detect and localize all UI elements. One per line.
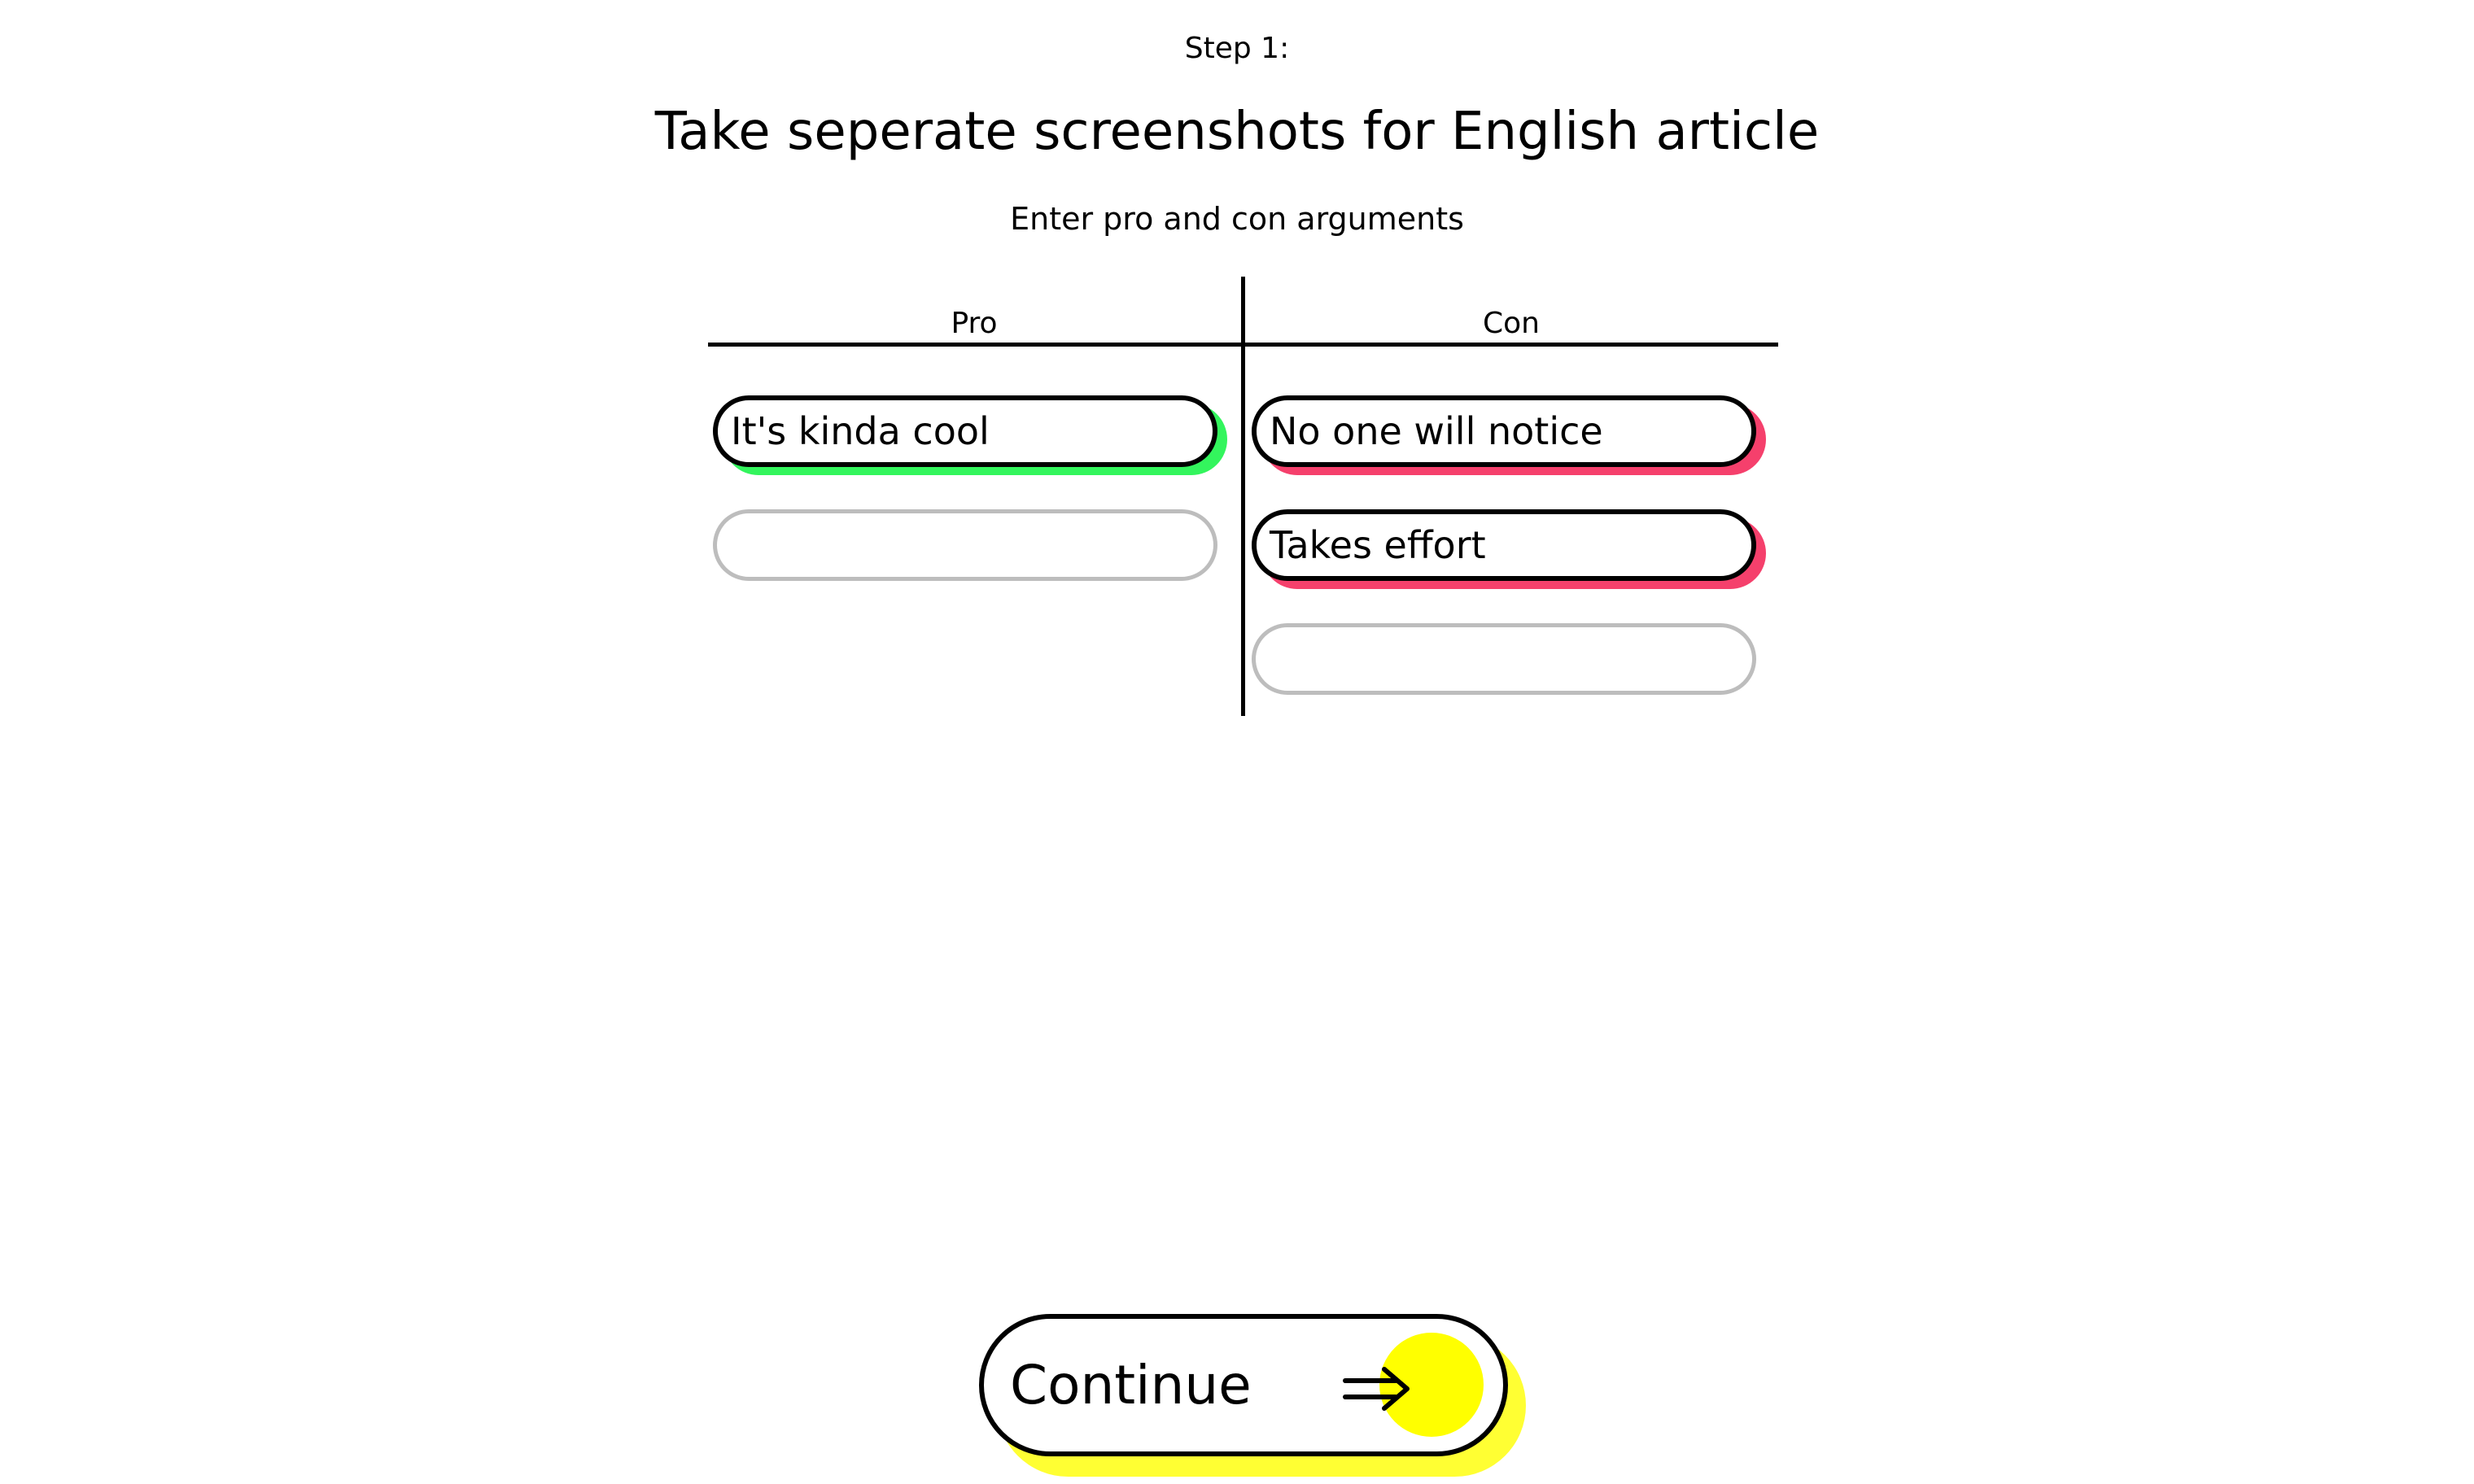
con-argument-empty-input[interactable] [1252, 623, 1756, 695]
con-argument-input[interactable]: Takes effort [1252, 509, 1756, 581]
continue-button[interactable] [979, 1314, 1508, 1456]
step-label: Step 1: [1184, 32, 1290, 65]
continue-label: Continue [1010, 1354, 1252, 1416]
con-argument-input[interactable]: No one will notice [1252, 395, 1756, 467]
con-column-header: Con [1483, 307, 1540, 340]
page-title: Take seperate screenshots for English article [654, 102, 1820, 162]
double-arrow-right-icon [1342, 1366, 1415, 1412]
pro-column-header: Pro [951, 307, 998, 340]
pro-argument-empty-input[interactable] [713, 509, 1217, 581]
subtitle: Enter pro and con arguments [1010, 201, 1464, 237]
pro-argument-input[interactable]: It's kinda cool [713, 395, 1217, 467]
